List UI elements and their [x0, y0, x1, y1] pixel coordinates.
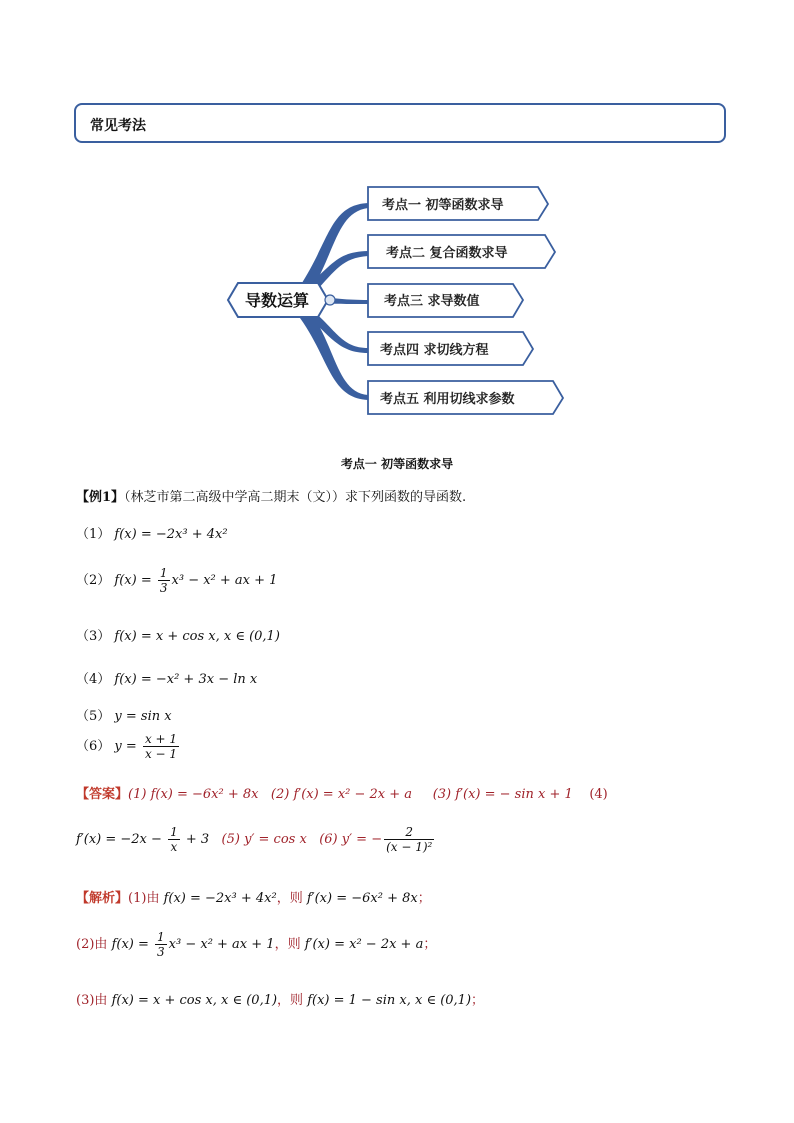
answer-4-suffix: + 3 [181, 832, 210, 847]
analysis-3-end: ； [471, 993, 485, 1008]
analysis-3-result: f(x) = 1 − sin x, x ∈ (0,1) [307, 993, 472, 1008]
fraction-numerator: 1 [170, 825, 178, 839]
answer-5: (5) y′ = cos x [221, 832, 307, 847]
fraction [155, 930, 167, 959]
analysis-line-3 [76, 989, 484, 1008]
item-number: （2） [76, 573, 111, 588]
analysis-2-end: ； [423, 937, 437, 952]
fraction-numerator: 1 [159, 566, 168, 580]
item-expression-prefix: y = [114, 739, 141, 754]
mindmap-root-knob [325, 295, 335, 305]
fraction-denominator: (x − 1)² [386, 840, 433, 854]
example-source: （林芝市第二高级中学高二期末（文））求下列函数的导函数. [124, 490, 467, 505]
fraction [168, 825, 180, 854]
mindmap-root-label: 导数运算 [244, 291, 310, 310]
fraction-denominator: x − 1 [144, 747, 178, 761]
mindmap-branch-4-label: 考点四 求切线方程 [380, 343, 489, 358]
answer-tag: 【答案】 [76, 787, 129, 802]
analysis-3-then: ，则 [277, 993, 308, 1008]
mindmap [0, 0, 794, 440]
analysis-tag: 【解析】 [76, 891, 129, 906]
item-expression: y = sin x [114, 709, 172, 724]
analysis-3-expr: f(x) = x + cos x, x ∈ (0,1) [111, 993, 278, 1008]
item-expression: f(x) = −x² + 3x − ln x [114, 672, 258, 687]
item-expression: f(x) = x + cos x, x ∈ (0,1) [114, 629, 280, 644]
item-expression-suffix: x³ − x² + ax + 1 [171, 573, 278, 588]
fraction [384, 825, 434, 854]
analysis-3-you: 由 [94, 993, 112, 1008]
fraction [158, 566, 170, 595]
analysis-1-then: ，则 [276, 891, 307, 906]
analysis-1-you: 由 [146, 891, 164, 906]
example-item-4 [76, 668, 257, 687]
item-expression-prefix: f(x) = [114, 573, 156, 588]
fraction-numerator: x + 1 [144, 732, 178, 746]
example-item-5 [76, 705, 172, 724]
item-number: （3） [76, 629, 111, 644]
item-number: （6） [76, 739, 111, 754]
example-header [76, 486, 466, 505]
answer-4-label: (4) [589, 787, 608, 802]
analysis-1-num: (1) [128, 891, 147, 906]
example-item-3 [76, 625, 280, 644]
analysis-line-2 [76, 930, 436, 959]
fraction-denominator: 3 [159, 581, 168, 595]
section-title: 常见考法 [90, 118, 146, 134]
item-number: （5） [76, 709, 111, 724]
example-item-6 [76, 732, 181, 761]
analysis-2-prefix: f(x) = [111, 937, 154, 952]
mindmap-branch-3-label: 考点三 求导数值 [384, 294, 480, 309]
analysis-2-num: (2) [76, 937, 95, 952]
item-number: （1） [76, 527, 111, 542]
topic-title: 考点一 初等函数求导 [340, 457, 454, 471]
analysis-2-result: f′(x) = x² − 2x + a [304, 937, 424, 952]
answer-6-prefix: (6) y′ = − [319, 832, 383, 847]
mindmap-branch-1-label: 考点一 初等函数求导 [382, 198, 504, 213]
answer-line-2 [76, 825, 436, 854]
answer-1: (1) f(x) = −6x² + 8x [128, 787, 259, 802]
analysis-1-end: ； [417, 891, 431, 906]
fraction-denominator: x [170, 840, 178, 854]
example-item-1 [76, 523, 228, 542]
analysis-2-then: ，则 [274, 937, 305, 952]
fraction-numerator: 1 [157, 930, 165, 944]
fraction-denominator: 3 [157, 945, 165, 959]
analysis-1-result: f′(x) = −6x² + 8x [306, 891, 418, 906]
mindmap-branch-5-label: 考点五 利用切线求参数 [380, 392, 515, 407]
answer-2: (2) f′(x) = x² − 2x + a [270, 787, 413, 802]
analysis-1-expr: f(x) = −2x³ + 4x² [163, 891, 277, 906]
example-tag: 【例1】 [76, 490, 125, 505]
item-number: （4） [76, 672, 111, 687]
answer-3: (3) f′(x) = − sin x + 1 [432, 787, 573, 802]
item-expression: f(x) = −2x³ + 4x² [114, 527, 228, 542]
fraction [143, 732, 179, 761]
answer-4-prefix: f′(x) = −2x − [76, 832, 167, 847]
analysis-line-1 [76, 887, 431, 906]
example-item-2 [76, 566, 277, 595]
fraction-numerator: 2 [384, 825, 434, 840]
analysis-2-you: 由 [94, 937, 112, 952]
answer-line-1 [76, 783, 608, 802]
analysis-2-suffix: x³ − x² + ax + 1 [168, 937, 275, 952]
analysis-3-num: (3) [76, 993, 95, 1008]
mindmap-branch-2-label: 考点二 复合函数求导 [386, 246, 508, 261]
